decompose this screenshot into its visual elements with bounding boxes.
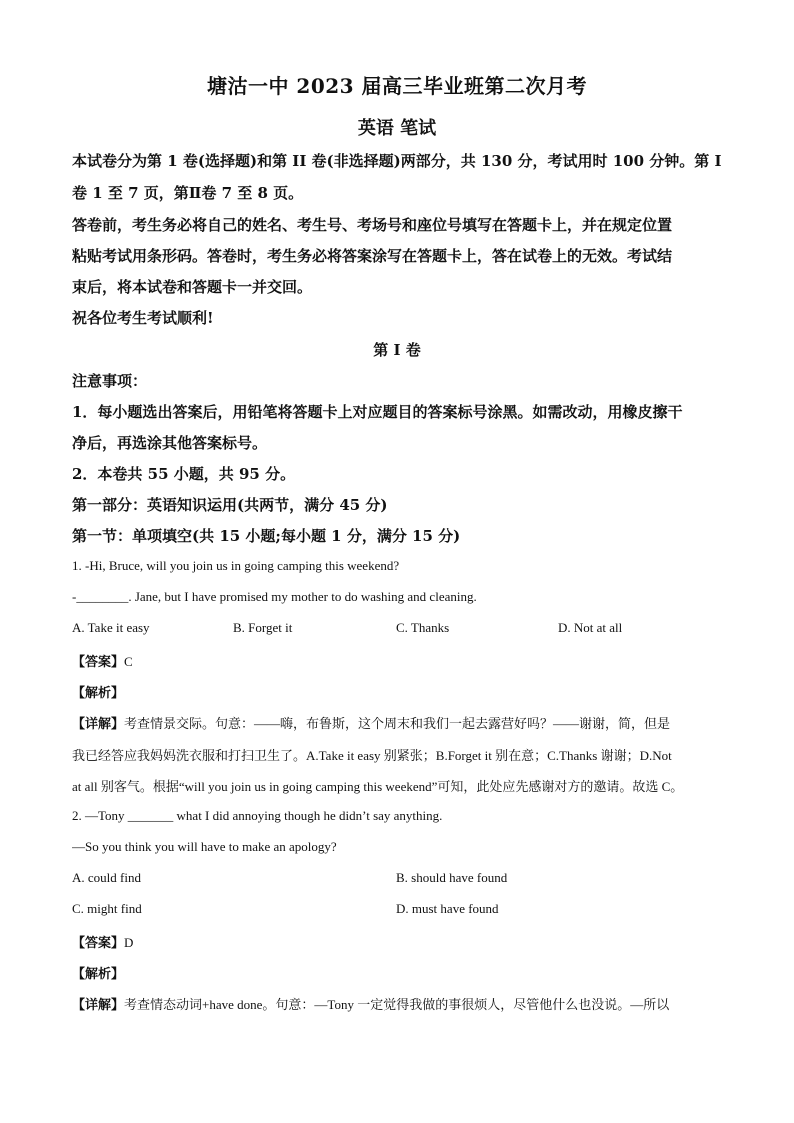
intro-line-4: 粘贴考试用条形码。答卷时，考生务必将答案涂写在答题卡上，答在试卷上的无效。考试结 — [72, 247, 673, 265]
section-heading: 第 I 卷 — [373, 341, 421, 359]
intro-line-2: 卷 1 至 7 页，第Ⅱ卷 7 至 8 页。 — [72, 184, 304, 202]
q1-option-c: C. Thanks — [396, 620, 450, 635]
q2-option-c: C. might find — [72, 901, 142, 916]
page-subtitle: 英语 笔试 — [357, 118, 437, 139]
q1-detail-3: at all 别客气。根据“will you join us in going camping this weekend”可知，此处应先感谢对方的邀请。故选 C。 — [72, 779, 684, 794]
intro-line-5: 束后，将本试卷和答题卡一并交回。 — [72, 278, 313, 296]
intro-line-3: 答卷前，考生务必将自己的姓名、考生号、考场号和座位号填写在答题卡上，并在规定位置 — [72, 216, 673, 234]
q1-option-b: B. Forget it — [233, 620, 293, 635]
q2-stem-2: —So you think you will have to make an apology? — [72, 839, 337, 854]
notice-title: 注意事项： — [72, 372, 148, 390]
answer-tag: 【答案】 — [72, 936, 125, 951]
section-1-heading: 第一节：单项填空(共 15 小题;每小题 1 分，满分 15 分) — [72, 527, 461, 545]
q1-detail-1 — [72, 713, 724, 732]
answer-tag: 【答案】 — [72, 655, 125, 670]
part-1-heading: 第一部分：英语知识运用(共两节，满分 45 分) — [72, 496, 388, 514]
analysis-tag: 【解析】 — [72, 967, 125, 982]
q1-answer — [72, 651, 724, 670]
q2-detail-1 — [72, 994, 724, 1013]
q2-detail-1-text: 考查情态动词+have done。句意：—Tony 一定觉得我做的事很烦人，尽管他什么也没说。—所以 — [124, 997, 670, 1012]
notice-1a: 1．每小题选出答案后，用铅笔将答题卡上对应题目的答案标号涂黑。如需改动，用橡皮擦干 — [72, 403, 683, 421]
q1-detail-2: 我已经答应我妈妈洗衣服和打扫卫生了。A.Take it easy 别紧张；B.Forget it 别在意；C.Thanks 谢谢；D.Not — [72, 748, 672, 763]
q1-stem-2: -________. Jane, but I have promised my mother to do washing and cleaning. — [72, 589, 477, 604]
q2-answer-value: D — [124, 935, 134, 950]
q1-detail-1-text: 考查情景交际。句意：——嗨，布鲁斯，这个周末和我们一起去露营好吗？——谢谢，简，但是 — [124, 716, 671, 731]
q2-analysis — [72, 963, 724, 982]
detail-tag: 【详解】 — [72, 998, 125, 1013]
intro-line-6: 祝各位考生考试顺利! — [72, 309, 214, 327]
q1-answer-value: C — [124, 654, 133, 669]
q2-option-d: D. must have found — [396, 901, 499, 916]
intro-line-1: 本试卷分为第 1 卷(选择题)和第 II 卷(非选择题)两部分，共 130 分，考试用时 100 分钟。第 I — [72, 152, 722, 170]
notice-2: 2．本卷共 55 小题，共 95 分。 — [72, 465, 296, 483]
analysis-tag: 【解析】 — [72, 686, 125, 701]
notice-1b: 净后，再选涂其他答案标号。 — [72, 434, 268, 452]
detail-tag: 【详解】 — [72, 717, 125, 732]
q1-analysis — [72, 682, 724, 701]
q1-stem-1: 1. -Hi, Bruce, will you join us in going camping this weekend? — [72, 558, 400, 573]
q2-option-a: A. could find — [72, 870, 141, 885]
q2-answer — [72, 932, 724, 951]
page-title: 塘沽一中 2023 届高三毕业班第二次月考 — [206, 74, 588, 98]
q1-option-a: A. Take it easy — [72, 620, 150, 635]
q2-stem-1: 2. —Tony _______ what I did annoying though he didn’t say anything. — [72, 808, 443, 823]
q1-option-d: D. Not at all — [558, 620, 623, 635]
q2-option-b: B. should have found — [396, 870, 508, 885]
